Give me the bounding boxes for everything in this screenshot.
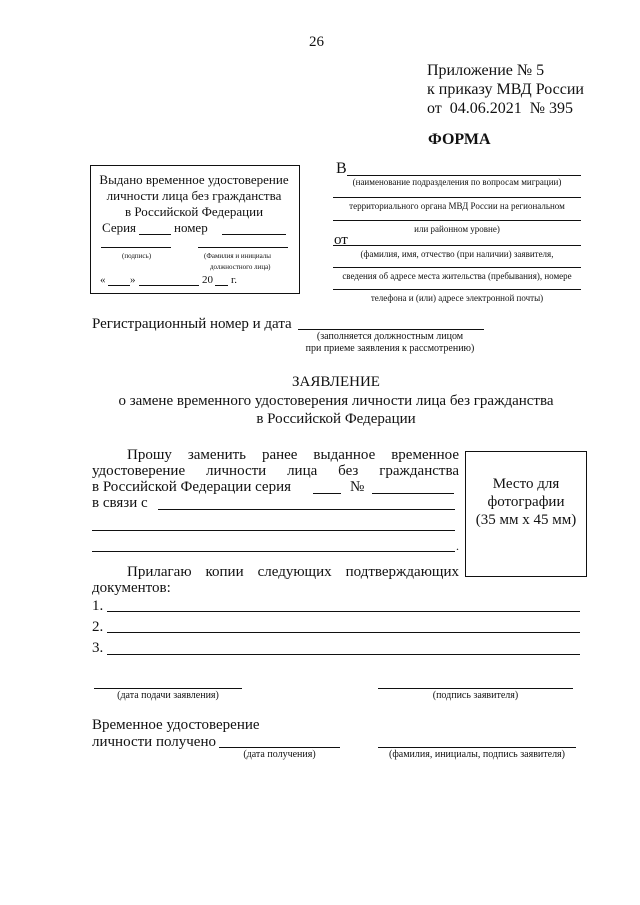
appendix-line3: от 04.06.2021 № 395 bbox=[427, 100, 574, 117]
date-submitted-caption: (дата подачи заявления) bbox=[117, 690, 219, 701]
item-1-label: 1. bbox=[92, 598, 104, 614]
appendix-date: 04.06.2021 bbox=[449, 100, 522, 117]
appendix-number: № 395 bbox=[529, 100, 574, 117]
issued-line2: личности лица без гражданства bbox=[106, 188, 282, 203]
official-signature-line[interactable] bbox=[101, 247, 171, 248]
body-p1-line3a: в Российской Федерации серия bbox=[92, 479, 292, 495]
to-line-2[interactable] bbox=[333, 197, 581, 198]
name-caption-2: должностного лица) bbox=[210, 263, 271, 271]
number-label: номер bbox=[174, 220, 208, 235]
item-3-label: 3. bbox=[92, 640, 104, 656]
from-line-1[interactable] bbox=[333, 245, 581, 246]
year-prefix: 20 bbox=[202, 274, 213, 286]
body-p2-line2: документов: bbox=[92, 580, 171, 596]
addressee-caption4: (фамилия, имя, отчество (при наличии) заявителя, bbox=[360, 249, 554, 259]
registration-label: Регистрационный номер и дата bbox=[92, 316, 292, 332]
body-p1-line1: Прошу заменить ранее выданное временное bbox=[127, 447, 459, 463]
item-2-label: 2. bbox=[92, 619, 104, 635]
name-signature-line[interactable] bbox=[378, 747, 576, 748]
to-letter: В bbox=[336, 160, 347, 177]
addressee-caption1: (наименование подразделения по вопросам миграции) bbox=[352, 177, 562, 187]
sig-caption: (подпись) bbox=[122, 252, 152, 260]
official-name-line[interactable] bbox=[198, 247, 288, 248]
series-field[interactable] bbox=[139, 234, 171, 235]
applicant-signature-line[interactable] bbox=[378, 688, 573, 689]
reason-line-2[interactable] bbox=[92, 530, 455, 531]
body-p2-line1: Прилагаю копии следующих подтверждающих bbox=[127, 564, 459, 580]
day-field[interactable] bbox=[108, 285, 130, 286]
received-line2: личности получено bbox=[92, 734, 216, 750]
statement-title: ЗАЯВЛЕНИЕ bbox=[292, 374, 380, 390]
applicant-signature-caption: (подпись заявителя) bbox=[432, 690, 519, 701]
name-signature-caption: (фамилия, инициалы, подпись заявителя) bbox=[388, 749, 565, 760]
number-input-line[interactable] bbox=[372, 493, 454, 494]
addressee-caption6: телефона и (или) адресе электронной почты) bbox=[370, 293, 544, 303]
series-label: Серия bbox=[102, 220, 137, 235]
statement-subtitle-1: о замене временного удостоверения личности лица без гражданства bbox=[118, 393, 554, 409]
addressee-caption5: сведения об адресе места жительства (пребывания), номере bbox=[342, 271, 572, 281]
series-input-line[interactable] bbox=[313, 493, 341, 494]
from-label: от bbox=[334, 232, 348, 248]
to-line-3[interactable] bbox=[333, 220, 581, 221]
item-2-line[interactable] bbox=[107, 632, 580, 633]
item-1-line[interactable] bbox=[107, 611, 580, 612]
registration-caption2: при приеме заявления к рассмотрению) bbox=[305, 343, 475, 354]
item-3-line[interactable] bbox=[107, 654, 580, 655]
reason-line-3[interactable] bbox=[92, 551, 455, 552]
addressee-caption2: территориального органа МВД России на региональном bbox=[349, 201, 565, 211]
received-line1: Временное удостоверение bbox=[92, 717, 260, 733]
submission-date-line[interactable] bbox=[94, 688, 242, 689]
to-line-1[interactable] bbox=[347, 175, 581, 176]
registration-field[interactable] bbox=[298, 329, 484, 330]
reason-line-1[interactable] bbox=[158, 509, 455, 510]
month-field[interactable] bbox=[139, 285, 199, 286]
received-date-line[interactable] bbox=[219, 747, 340, 748]
issued-line1: Выдано временное удостоверение bbox=[99, 172, 289, 187]
statement-subtitle-2: в Российской Федерации bbox=[256, 411, 416, 427]
date-open: « bbox=[100, 274, 106, 286]
from-line-3[interactable] bbox=[333, 289, 581, 290]
photo-line3: (35 мм х 45 мм) bbox=[475, 512, 577, 528]
body-p1-line2: удостоверение личности лица без гражданства bbox=[92, 463, 459, 479]
issued-line3: в Российской Федерации bbox=[124, 204, 264, 219]
body-p1-line3b: № bbox=[350, 479, 365, 495]
form-label: ФОРМА bbox=[428, 131, 491, 148]
date-close: » bbox=[130, 274, 136, 286]
year-field[interactable] bbox=[215, 285, 228, 286]
photo-line2: фотографии bbox=[487, 494, 565, 510]
body-p1-line4: в связи с bbox=[92, 495, 148, 511]
appendix-line1: Приложение № 5 bbox=[427, 62, 545, 79]
number-field[interactable] bbox=[222, 234, 286, 235]
date-received-caption: (дата получения) bbox=[243, 749, 316, 760]
photo-line1: Место для bbox=[492, 476, 560, 492]
from-line-2[interactable] bbox=[333, 267, 581, 268]
appendix-line2: к приказу МВД России bbox=[427, 81, 584, 98]
page-number: 26 bbox=[309, 34, 324, 50]
year-suffix: г. bbox=[231, 274, 238, 286]
addressee-caption3: или районном уровне) bbox=[414, 224, 500, 234]
registration-caption1: (заполняется должностным лицом bbox=[316, 331, 464, 342]
name-caption-1: (Фамилия и инициалы bbox=[204, 252, 271, 260]
